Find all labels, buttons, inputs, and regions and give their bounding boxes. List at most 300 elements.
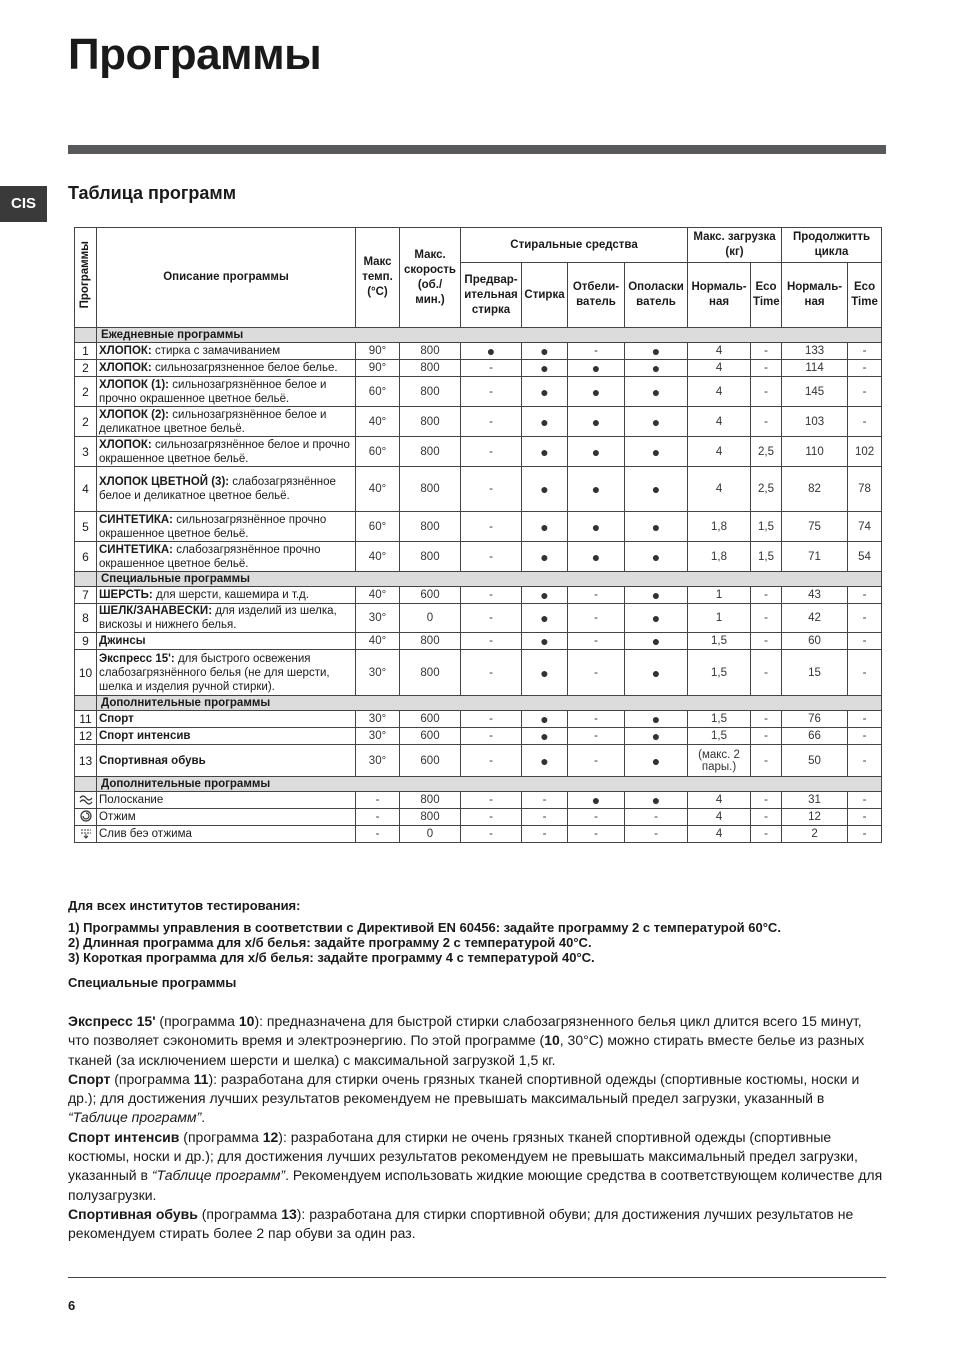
program-number: 2 bbox=[75, 407, 97, 437]
program-description bbox=[97, 826, 356, 843]
load-eco-cell: - bbox=[751, 604, 782, 633]
wash-cell: ● bbox=[522, 650, 568, 696]
spin-icon bbox=[79, 811, 93, 825]
prewash-cell: - bbox=[461, 604, 522, 633]
language-tab: CIS bbox=[0, 186, 47, 222]
table-row bbox=[75, 512, 882, 542]
duration-eco-cell: - bbox=[848, 343, 882, 360]
table-row bbox=[75, 633, 882, 650]
wash-cell: ● bbox=[522, 711, 568, 728]
duration-normal-cell: 103 bbox=[782, 407, 848, 437]
max-speed-cell: 800 bbox=[400, 467, 461, 512]
program-number: 1 bbox=[75, 343, 97, 360]
load-eco-cell: - bbox=[751, 728, 782, 745]
drain-icon bbox=[79, 828, 93, 842]
softener-cell: ● bbox=[625, 633, 688, 650]
duration-eco-cell: - bbox=[848, 826, 882, 843]
program-number: 11 bbox=[75, 711, 97, 728]
max-temp-cell: 30° bbox=[356, 745, 400, 777]
load-normal-cell: 4 bbox=[688, 809, 751, 826]
program-number: 3 bbox=[75, 437, 97, 467]
softener-cell: ● bbox=[625, 604, 688, 633]
header-prewash: Предвар- ительная стирка bbox=[461, 263, 522, 328]
max-temp-cell: - bbox=[356, 792, 400, 809]
wash-cell: ● bbox=[522, 542, 568, 572]
program-description bbox=[97, 542, 356, 572]
duration-eco-cell: - bbox=[848, 360, 882, 377]
duration-normal-cell: 114 bbox=[782, 360, 848, 377]
program-description bbox=[97, 711, 356, 728]
program-table bbox=[74, 227, 882, 843]
bleach-cell: ● bbox=[568, 407, 625, 437]
wash-cell: ● bbox=[522, 604, 568, 633]
prewash-cell: - bbox=[461, 512, 522, 542]
program-number: 9 bbox=[75, 633, 97, 650]
prewash-cell: - bbox=[461, 745, 522, 777]
bleach-cell: - bbox=[568, 650, 625, 696]
program-name: ХЛОПОК: bbox=[99, 345, 152, 357]
express-paragraph: Экспресс 15' (программа 10): предназначена для быстрой стирки слабозагрязненного белья цикл длится всего 15 минут, что позволяет сэкономить время и электроэнергию. По этой программе (10, 30°C) можно стирать вместе белье из разных тканей (за исключением шерсти и шелка) с максимальной загрузкой 1,5 кг. bbox=[68, 1013, 865, 1068]
load-normal-cell: 1,8 bbox=[688, 512, 751, 542]
max-temp-cell: 40° bbox=[356, 407, 400, 437]
load-eco-cell: 2,5 bbox=[751, 437, 782, 467]
program-name: ХЛОПОК (1): bbox=[99, 378, 169, 391]
load-eco-cell: - bbox=[751, 360, 782, 377]
header-max-speed: Макс. скорость (об./ мин.) bbox=[400, 228, 461, 328]
duration-normal-cell: 50 bbox=[782, 745, 848, 777]
group-title: Ежедневные программы bbox=[97, 328, 882, 343]
duration-eco-cell: - bbox=[848, 407, 882, 437]
group-row bbox=[75, 696, 882, 711]
max-temp-cell: 40° bbox=[356, 587, 400, 604]
duration-normal-cell: 75 bbox=[782, 512, 848, 542]
load-normal-cell: 1 bbox=[688, 587, 751, 604]
duration-eco-cell: 74 bbox=[848, 512, 882, 542]
header-wash: Стирка bbox=[522, 263, 568, 328]
wash-cell: ● bbox=[522, 467, 568, 512]
bleach-cell: ● bbox=[568, 467, 625, 512]
softener-cell: - bbox=[625, 809, 688, 826]
notes-intro: Для всех институтов тестирования: bbox=[68, 898, 301, 913]
bleach-cell: - bbox=[568, 587, 625, 604]
program-name: Спортивная обувь bbox=[99, 754, 206, 767]
program-description bbox=[97, 633, 356, 650]
wash-cell: ● bbox=[522, 377, 568, 407]
program-description bbox=[97, 745, 356, 777]
table-row bbox=[75, 711, 882, 728]
program-number: 8 bbox=[75, 604, 97, 633]
prewash-cell: - bbox=[461, 809, 522, 826]
wash-cell: - bbox=[522, 826, 568, 843]
program-number: 4 bbox=[75, 467, 97, 512]
wash-cell: ● bbox=[522, 437, 568, 467]
prewash-cell: - bbox=[461, 437, 522, 467]
max-temp-cell: 60° bbox=[356, 377, 400, 407]
softener-cell: ● bbox=[625, 792, 688, 809]
header-detergents: Стиральные средства bbox=[461, 228, 688, 263]
load-normal-cell: 1,8 bbox=[688, 542, 751, 572]
duration-normal-cell: 133 bbox=[782, 343, 848, 360]
softener-cell: ● bbox=[625, 745, 688, 777]
program-details: сильнозагрязнённое белое и прочно окрашенное цветное бельё. bbox=[99, 378, 327, 405]
program-name: ШЕРСТЬ: bbox=[99, 589, 153, 601]
group-spacer bbox=[75, 572, 97, 587]
max-speed-cell: 800 bbox=[400, 360, 461, 377]
table-row bbox=[75, 377, 882, 407]
group-spacer bbox=[75, 328, 97, 343]
table-row bbox=[75, 587, 882, 604]
duration-eco-cell: - bbox=[848, 792, 882, 809]
wash-cell: ● bbox=[522, 728, 568, 745]
group-title: Дополнительные программы bbox=[97, 777, 882, 792]
softener-cell: ● bbox=[625, 343, 688, 360]
program-details: слабозагрязнённое прочно окрашенное цветное бельё. bbox=[99, 543, 321, 570]
max-speed-cell: 800 bbox=[400, 542, 461, 572]
program-number: 5 bbox=[75, 512, 97, 542]
softener-cell: ● bbox=[625, 542, 688, 572]
table-row bbox=[75, 343, 882, 360]
table-row bbox=[75, 360, 882, 377]
max-temp-cell: 90° bbox=[356, 360, 400, 377]
max-speed-cell: 800 bbox=[400, 343, 461, 360]
softener-cell: ● bbox=[625, 587, 688, 604]
program-details: сильнозагрязнённое белое и деликатное цветное бельё. bbox=[99, 408, 327, 435]
max-temp-cell: - bbox=[356, 809, 400, 826]
max-speed-cell: 0 bbox=[400, 604, 461, 633]
load-normal-cell: 1,5 bbox=[688, 728, 751, 745]
bleach-cell: ● bbox=[568, 377, 625, 407]
prewash-cell: - bbox=[461, 407, 522, 437]
max-temp-cell: 90° bbox=[356, 343, 400, 360]
program-details: слабозагрязнённое белое и деликатное цветное бельё. bbox=[99, 476, 336, 502]
softener-cell: ● bbox=[625, 377, 688, 407]
duration-normal-cell: 43 bbox=[782, 587, 848, 604]
special-programs-title: Специальные программы bbox=[68, 975, 237, 990]
bleach-cell: - bbox=[568, 728, 625, 745]
group-title: Специальные программы bbox=[97, 572, 882, 587]
wash-cell: ● bbox=[522, 512, 568, 542]
group-spacer bbox=[75, 777, 97, 792]
program-details: Полоскание bbox=[99, 794, 164, 806]
table-row bbox=[75, 407, 882, 437]
program-name: Спорт bbox=[99, 713, 134, 725]
group-row bbox=[75, 328, 882, 343]
load-eco-cell: - bbox=[751, 343, 782, 360]
header-load-normal: Нормаль- ная bbox=[688, 263, 751, 328]
load-normal-cell: (макс. 2 пары.) bbox=[688, 745, 751, 777]
prewash-cell: - bbox=[461, 467, 522, 512]
header-max-load: Макс. загрузка (кг) bbox=[688, 228, 782, 263]
duration-eco-cell: - bbox=[848, 711, 882, 728]
duration-eco-cell: - bbox=[848, 728, 882, 745]
program-details: сильнозагрязненное белое белье. bbox=[151, 362, 338, 374]
load-eco-cell: - bbox=[751, 633, 782, 650]
max-speed-cell: 800 bbox=[400, 512, 461, 542]
wash-cell: - bbox=[522, 792, 568, 809]
group-row bbox=[75, 777, 882, 792]
program-details: для быстрого освежения слабозагрязнённого белья (не для шерсти, шелка и изделия ручной стирки). bbox=[99, 652, 330, 693]
wash-cell: ● bbox=[522, 360, 568, 377]
bleach-cell: ● bbox=[568, 360, 625, 377]
load-normal-cell: 4 bbox=[688, 437, 751, 467]
wash-cell: ● bbox=[522, 745, 568, 777]
table-row bbox=[75, 650, 882, 696]
group-spacer bbox=[75, 696, 97, 711]
program-icon-cell bbox=[75, 809, 97, 826]
prewash-cell: - bbox=[461, 633, 522, 650]
duration-normal-cell: 31 bbox=[782, 792, 848, 809]
max-speed-cell: 600 bbox=[400, 711, 461, 728]
header-duration-normal: Нормаль- ная bbox=[782, 263, 848, 328]
max-speed-cell: 800 bbox=[400, 650, 461, 696]
program-description bbox=[97, 407, 356, 437]
footer-rule bbox=[68, 1277, 886, 1278]
max-temp-cell: 40° bbox=[356, 467, 400, 512]
program-name: Джинсы bbox=[99, 635, 146, 647]
prewash-cell: - bbox=[461, 542, 522, 572]
bleach-cell: ● bbox=[568, 437, 625, 467]
wash-cell: ● bbox=[522, 407, 568, 437]
program-details: сильнозагрязнённое белое и прочно окрашенное цветное бельё. bbox=[99, 438, 350, 465]
prewash-cell: - bbox=[461, 711, 522, 728]
program-number: 13 bbox=[75, 745, 97, 777]
wash-cell: ● bbox=[522, 633, 568, 650]
max-speed-cell: 800 bbox=[400, 437, 461, 467]
max-temp-cell: 60° bbox=[356, 437, 400, 467]
load-normal-cell: 4 bbox=[688, 360, 751, 377]
table-row bbox=[75, 542, 882, 572]
program-number: 10 bbox=[75, 650, 97, 696]
max-speed-cell: 600 bbox=[400, 745, 461, 777]
max-temp-cell: 40° bbox=[356, 633, 400, 650]
load-normal-cell: 4 bbox=[688, 343, 751, 360]
note-item: 3) Короткая программа для х/б белья: задайте программу 4 с температурой 40°C. bbox=[68, 950, 595, 965]
note-item: 2) Длинная программа для х/б белья: задайте программу 2 с температурой 40°C. bbox=[68, 935, 592, 950]
program-details: стирка с замачиванием bbox=[151, 345, 281, 357]
group-title: Дополнительные программы bbox=[97, 696, 882, 711]
program-details: для шерсти, кашемира и т.д. bbox=[152, 589, 309, 601]
duration-normal-cell: 15 bbox=[782, 650, 848, 696]
program-name: ХЛОПОК ЦВЕТНОЙ (3): bbox=[99, 476, 230, 488]
duration-eco-cell: - bbox=[848, 809, 882, 826]
program-description bbox=[97, 587, 356, 604]
program-icon-cell bbox=[75, 826, 97, 843]
duration-eco-cell: - bbox=[848, 377, 882, 407]
prewash-cell: ● bbox=[461, 343, 522, 360]
max-temp-cell: 30° bbox=[356, 650, 400, 696]
table-row bbox=[75, 745, 882, 777]
prewash-cell: - bbox=[461, 728, 522, 745]
load-normal-cell: 4 bbox=[688, 826, 751, 843]
max-speed-cell: 800 bbox=[400, 809, 461, 826]
duration-eco-cell: - bbox=[848, 587, 882, 604]
header-programs: Программы bbox=[75, 228, 97, 328]
program-description bbox=[97, 809, 356, 826]
table-row bbox=[75, 792, 882, 809]
header-load-eco: Eco Time bbox=[751, 263, 782, 328]
program-details: для изделий из шелка, вискозы и нижнего белья. bbox=[99, 605, 337, 631]
duration-normal-cell: 60 bbox=[782, 633, 848, 650]
group-row bbox=[75, 572, 882, 587]
prewash-cell: - bbox=[461, 826, 522, 843]
program-name: Спорт интенсив bbox=[99, 730, 191, 742]
max-temp-cell: 30° bbox=[356, 728, 400, 745]
max-speed-cell: 800 bbox=[400, 377, 461, 407]
max-temp-cell: - bbox=[356, 826, 400, 843]
load-normal-cell: 4 bbox=[688, 377, 751, 407]
table-row bbox=[75, 437, 882, 467]
duration-normal-cell: 110 bbox=[782, 437, 848, 467]
load-normal-cell: 4 bbox=[688, 792, 751, 809]
softener-cell: ● bbox=[625, 360, 688, 377]
max-temp-cell: 30° bbox=[356, 711, 400, 728]
bleach-cell: ● bbox=[568, 542, 625, 572]
max-speed-cell: 600 bbox=[400, 587, 461, 604]
header-softener: Ополаски ватель bbox=[625, 263, 688, 328]
load-eco-cell: 2,5 bbox=[751, 467, 782, 512]
wash-cell: - bbox=[522, 809, 568, 826]
max-temp-cell: 30° bbox=[356, 604, 400, 633]
program-icon-cell bbox=[75, 792, 97, 809]
duration-normal-cell: 82 bbox=[782, 467, 848, 512]
duration-normal-cell: 76 bbox=[782, 711, 848, 728]
program-details: Слив беэ отжима bbox=[99, 828, 192, 840]
prewash-cell: - bbox=[461, 587, 522, 604]
load-eco-cell: - bbox=[751, 407, 782, 437]
softener-cell: ● bbox=[625, 728, 688, 745]
softener-cell: - bbox=[625, 826, 688, 843]
duration-normal-cell: 42 bbox=[782, 604, 848, 633]
program-description bbox=[97, 728, 356, 745]
program-details: Отжим bbox=[99, 811, 136, 823]
prewash-cell: - bbox=[461, 360, 522, 377]
header-duration: Продолжитть цикла bbox=[782, 228, 882, 263]
load-normal-cell: 1,5 bbox=[688, 633, 751, 650]
bleach-cell: - bbox=[568, 745, 625, 777]
bleach-cell: - bbox=[568, 711, 625, 728]
load-normal-cell: 1,5 bbox=[688, 650, 751, 696]
program-number: 6 bbox=[75, 542, 97, 572]
page-title: Программы bbox=[68, 30, 322, 79]
max-temp-cell: 60° bbox=[356, 512, 400, 542]
header-duration-eco: Eco Time bbox=[848, 263, 882, 328]
page-number: 6 bbox=[68, 1298, 76, 1313]
load-normal-cell: 4 bbox=[688, 467, 751, 512]
softener-cell: ● bbox=[625, 650, 688, 696]
program-name: ШЕЛК/ЗАНАВЕСКИ: bbox=[99, 605, 213, 617]
program-table-body bbox=[75, 328, 882, 843]
program-name: ХЛОПОК: bbox=[99, 362, 152, 374]
softener-cell: ● bbox=[625, 711, 688, 728]
testing-notes bbox=[68, 898, 886, 965]
max-speed-cell: 0 bbox=[400, 826, 461, 843]
load-eco-cell: - bbox=[751, 826, 782, 843]
max-speed-cell: 800 bbox=[400, 633, 461, 650]
rinse-icon bbox=[79, 794, 93, 808]
bleach-cell: - bbox=[568, 809, 625, 826]
duration-eco-cell: - bbox=[848, 745, 882, 777]
header-description: Описание программы bbox=[97, 228, 356, 328]
table-row bbox=[75, 467, 882, 512]
duration-eco-cell: 102 bbox=[848, 437, 882, 467]
load-eco-cell: - bbox=[751, 809, 782, 826]
duration-eco-cell: - bbox=[848, 633, 882, 650]
sport-paragraph: Спорт (программа 11): разработана для стирки очень грязных тканей спортивной одежды (спортивные костюмы, носки и др.); для достижения лучших результатов рекомендуем не превышать максимальный предел загрузки, указанный в “Таблице программ”. bbox=[68, 1070, 860, 1126]
section-title: Таблица программ bbox=[68, 183, 237, 203]
load-eco-cell: - bbox=[751, 745, 782, 777]
special-programs-text bbox=[68, 1012, 886, 1244]
duration-eco-cell: 54 bbox=[848, 542, 882, 572]
program-description bbox=[97, 467, 356, 512]
title-rule bbox=[68, 145, 886, 154]
load-eco-cell: 1,5 bbox=[751, 542, 782, 572]
program-number: 7 bbox=[75, 587, 97, 604]
duration-normal-cell: 12 bbox=[782, 809, 848, 826]
prewash-cell: - bbox=[461, 792, 522, 809]
table-row bbox=[75, 604, 882, 633]
max-speed-cell: 800 bbox=[400, 792, 461, 809]
bleach-cell: ● bbox=[568, 792, 625, 809]
load-eco-cell: - bbox=[751, 711, 782, 728]
bleach-cell: - bbox=[568, 826, 625, 843]
table-row bbox=[75, 809, 882, 826]
wash-cell: ● bbox=[522, 587, 568, 604]
max-temp-cell: 40° bbox=[356, 542, 400, 572]
wash-cell: ● bbox=[522, 343, 568, 360]
header-bleach: Отбели- ватель bbox=[568, 263, 625, 328]
max-speed-cell: 600 bbox=[400, 728, 461, 745]
load-eco-cell: 1,5 bbox=[751, 512, 782, 542]
softener-cell: ● bbox=[625, 437, 688, 467]
bleach-cell: - bbox=[568, 633, 625, 650]
table-row bbox=[75, 728, 882, 745]
load-normal-cell: 4 bbox=[688, 407, 751, 437]
program-description bbox=[97, 343, 356, 360]
softener-cell: ● bbox=[625, 467, 688, 512]
load-eco-cell: - bbox=[751, 792, 782, 809]
load-normal-cell: 1,5 bbox=[688, 711, 751, 728]
bleach-cell: - bbox=[568, 343, 625, 360]
program-name: Экспресс 15': bbox=[99, 652, 175, 665]
program-number: 2 bbox=[75, 360, 97, 377]
max-speed-cell: 800 bbox=[400, 407, 461, 437]
duration-eco-cell: - bbox=[848, 604, 882, 633]
program-description bbox=[97, 792, 356, 809]
duration-normal-cell: 145 bbox=[782, 377, 848, 407]
program-description bbox=[97, 437, 356, 467]
program-name: ХЛОПОК: bbox=[99, 438, 152, 451]
load-eco-cell: - bbox=[751, 377, 782, 407]
load-eco-cell: - bbox=[751, 650, 782, 696]
bleach-cell: - bbox=[568, 604, 625, 633]
program-name: СИНТЕТИКА: bbox=[99, 513, 174, 526]
prewash-cell: - bbox=[461, 650, 522, 696]
prewash-cell: - bbox=[461, 377, 522, 407]
softener-cell: ● bbox=[625, 512, 688, 542]
header-max-temp: Макс темп. (°C) bbox=[356, 228, 400, 328]
bleach-cell: ● bbox=[568, 512, 625, 542]
program-name: СИНТЕТИКА: bbox=[99, 543, 174, 556]
program-name: ХЛОПОК (2): bbox=[99, 408, 169, 421]
load-eco-cell: - bbox=[751, 587, 782, 604]
duration-eco-cell: - bbox=[848, 650, 882, 696]
duration-normal-cell: 66 bbox=[782, 728, 848, 745]
program-number: 2 bbox=[75, 377, 97, 407]
program-description bbox=[97, 377, 356, 407]
note-item: 1) Программы управления в соответствии с Директивой EN 60456: задайте программу 2 с температурой 60°C. bbox=[68, 920, 781, 935]
duration-normal-cell: 71 bbox=[782, 542, 848, 572]
program-description bbox=[97, 604, 356, 633]
